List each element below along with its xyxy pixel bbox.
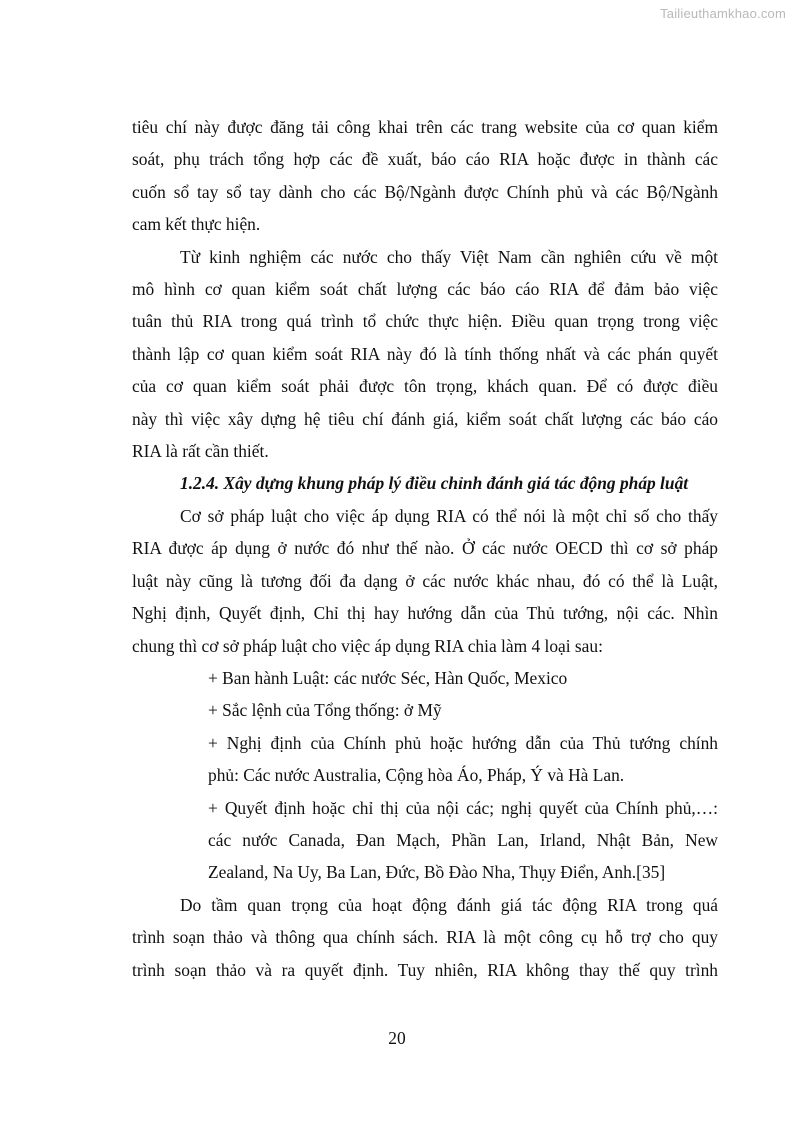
section-heading: 1.2.4. Xây dựng khung pháp lý điều chỉnh đánh giá tác động pháp luật	[180, 473, 689, 494]
text-line: của cơ quan kiểm soát phải được tôn trọng, khách quan. Để có được điều	[132, 376, 718, 397]
page-number: 20	[388, 1028, 406, 1048]
text-line: cam kết thực hiện.	[132, 214, 261, 235]
text-line: + Ban hành Luật: các nước Séc, Hàn Quốc, Mexico	[208, 667, 568, 688]
page-body	[132, 111, 718, 986]
text-line: các nước Canada, Đan Mạch, Phần Lan, Irland, Nhật Bản, New	[208, 829, 718, 850]
text-line: Do tầm quan trọng của hoạt động đánh giá tác động RIA trong quá	[180, 894, 718, 915]
text-line: + Nghị định của Chính phủ hoặc hướng dẫn của Thủ tướng chính	[208, 732, 718, 753]
paragraph-2	[132, 241, 718, 468]
list-item	[208, 694, 718, 726]
text-line: thành lập cơ quan kiểm soát RIA này đó là tính thống nhất và các phán quyết	[132, 343, 718, 364]
paragraph-1	[132, 111, 718, 241]
text-line: này thì việc xây dựng hệ tiêu chí đánh giá, kiểm soát chất lượng các báo cáo	[132, 408, 718, 429]
text-line: soát, phụ trách tổng hợp các đề xuất, báo cáo RIA hoặc được in thành các	[132, 149, 718, 170]
paragraph-3	[132, 500, 718, 662]
text-line: trình soạn thảo và thông qua chính sách. RIA là một công cụ hỗ trợ cho quy	[132, 927, 718, 948]
text-line: Nghị định, Quyết định, Chỉ thị hay hướng dẫn của Thủ tướng, nội các. Nhìn	[132, 603, 718, 624]
text-line: RIA là rất cần thiết.	[132, 441, 269, 462]
text-line: luật này cũng là tương đối đa dạng ở các nước khác nhau, đó có thể là Luật,	[132, 570, 718, 591]
watermark-text: Tailieuthamkhao.com	[660, 6, 786, 21]
list-item	[208, 662, 718, 694]
list-item	[208, 792, 718, 889]
text-line: phủ: Các nước Australia, Cộng hòa Áo, Pháp, Ý và Hà Lan.	[208, 765, 625, 786]
text-line: chung thì cơ sở pháp luật cho việc áp dụng RIA chia làm 4 loại sau:	[132, 635, 603, 656]
text-line: + Sắc lệnh của Tổng thống: ở Mỹ	[208, 700, 442, 721]
text-line: cuốn sổ tay sổ tay dành cho các Bộ/Ngành được Chính phủ và các Bộ/Ngành	[132, 181, 718, 202]
text-line: Zealand, Na Uy, Ba Lan, Đức, Bồ Đào Nha, Thụy Điển, Anh.[35]	[208, 862, 666, 883]
paragraph-4	[132, 889, 718, 986]
text-line: Từ kinh nghiệm các nước cho thấy Việt Nam cần nghiên cứu về một	[180, 246, 718, 267]
text-line: tiêu chí này được đăng tải công khai trên các trang website của cơ quan kiểm	[132, 117, 718, 137]
text-line: + Quyết định hoặc chỉ thị của nội các; nghị quyết của Chính phủ,…:	[208, 797, 718, 818]
list-item	[208, 727, 718, 792]
text-line: tuân thủ RIA trong quá trình tổ chức thực hiện. Điều quan trọng trong việc	[132, 311, 718, 332]
text-line: mô hình cơ quan kiểm soát chất lượng các báo cáo RIA để đảm bảo việc	[132, 279, 718, 300]
text-line: RIA được áp dụng ở nước đó như thế nào. Ở các nước OECD thì cơ sở pháp	[132, 538, 718, 559]
text-line: Cơ sở pháp luật cho việc áp dụng RIA có thể nói là một chỉ số cho thấy	[180, 505, 718, 526]
text-line: trình soạn thảo và ra quyết định. Tuy nhiên, RIA không thay thế quy trình	[132, 959, 718, 980]
